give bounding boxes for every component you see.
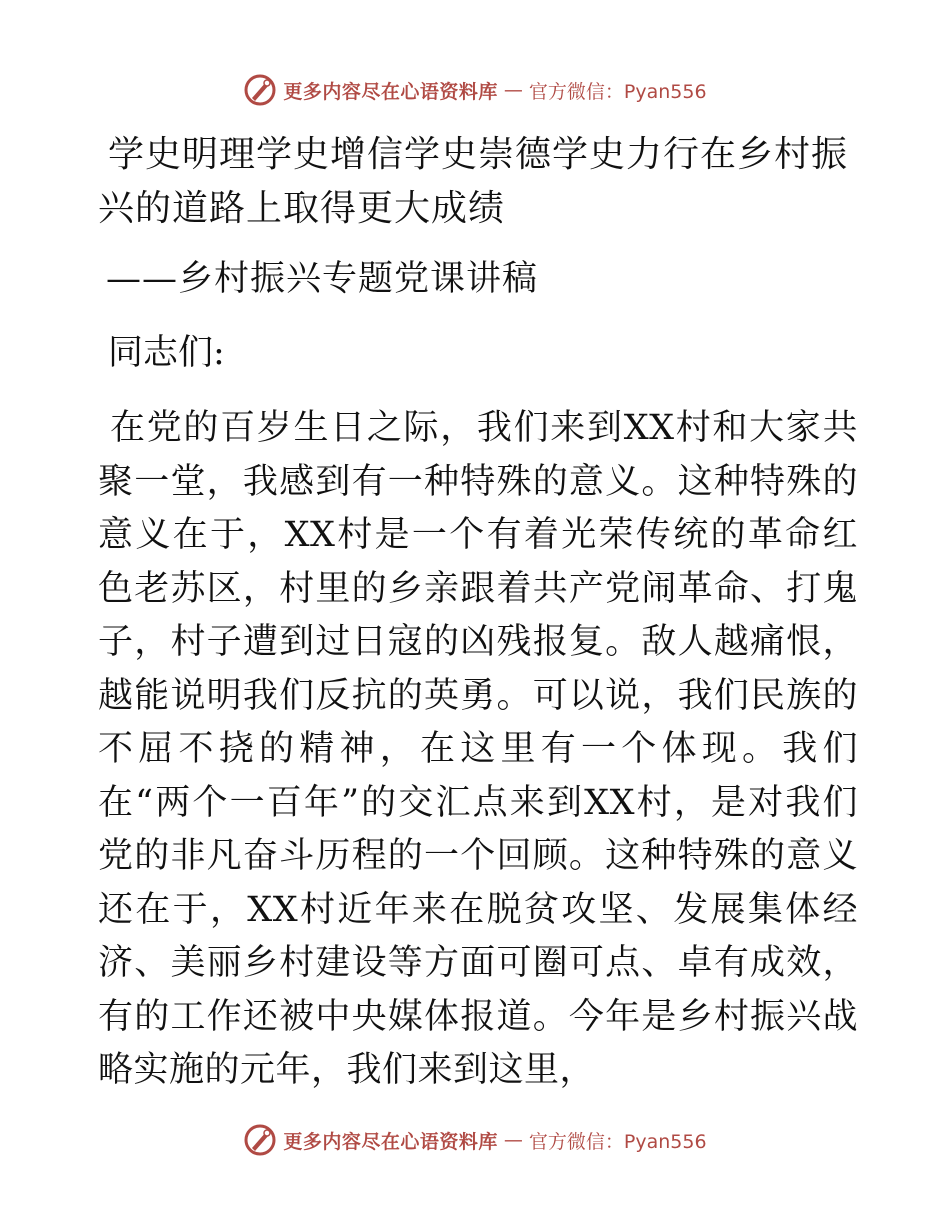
document-title: 学史明理学史增信学史崇德学史力行在乡村振兴的道路上取得更大成绩 [98, 134, 849, 229]
watermark-text: 更多内容尽在心语资料库 [283, 80, 498, 103]
pen-logo-icon [243, 73, 277, 107]
watermark-text: 更多内容尽在心语资料库 [283, 1130, 498, 1153]
greeting: 同志们: [108, 333, 225, 373]
header-watermark [0, 70, 950, 110]
watermark-separator: — [503, 79, 523, 101]
footer-watermark [0, 1120, 950, 1160]
document-subtitle: ——乡村振兴专题党课讲稿 [106, 259, 539, 299]
watermark-contact: 官方微信：Pyan556 [528, 80, 707, 103]
body-paragraph: 在党的百岁生日之际，我们来到XX村和大家共聚一堂，我感到有一种特殊的意义。这种特殊的意义在于，XX村是一个有着光荣传统的革命红色老苏区，村里的乡亲跟着共产党闹革命、打鬼子，村子遭到过日寇的凶残报复。敌人越痛恨，越能说明我们反抗的英勇。可以说，我们民族的不屈不挠的精神，在这里有一个体现。我们在“两个一百年”的交汇点来到XX村，是对我们党的非凡奋斗历程的一个回顾。这种特殊的意义还在于，XX村近年来在脱贫攻坚、发展集体经济、美丽乡村建设等方面可圈可点、卓有成效，有的工作还被中央媒体报道。今年是乡村振兴战略实施的元年，我们来到这里， [98, 408, 858, 1090]
watermark-contact: 官方微信：Pyan556 [528, 1130, 707, 1153]
watermark-separator: — [503, 1129, 523, 1151]
pen-logo-icon [243, 1123, 277, 1157]
document-body [98, 128, 858, 1098]
